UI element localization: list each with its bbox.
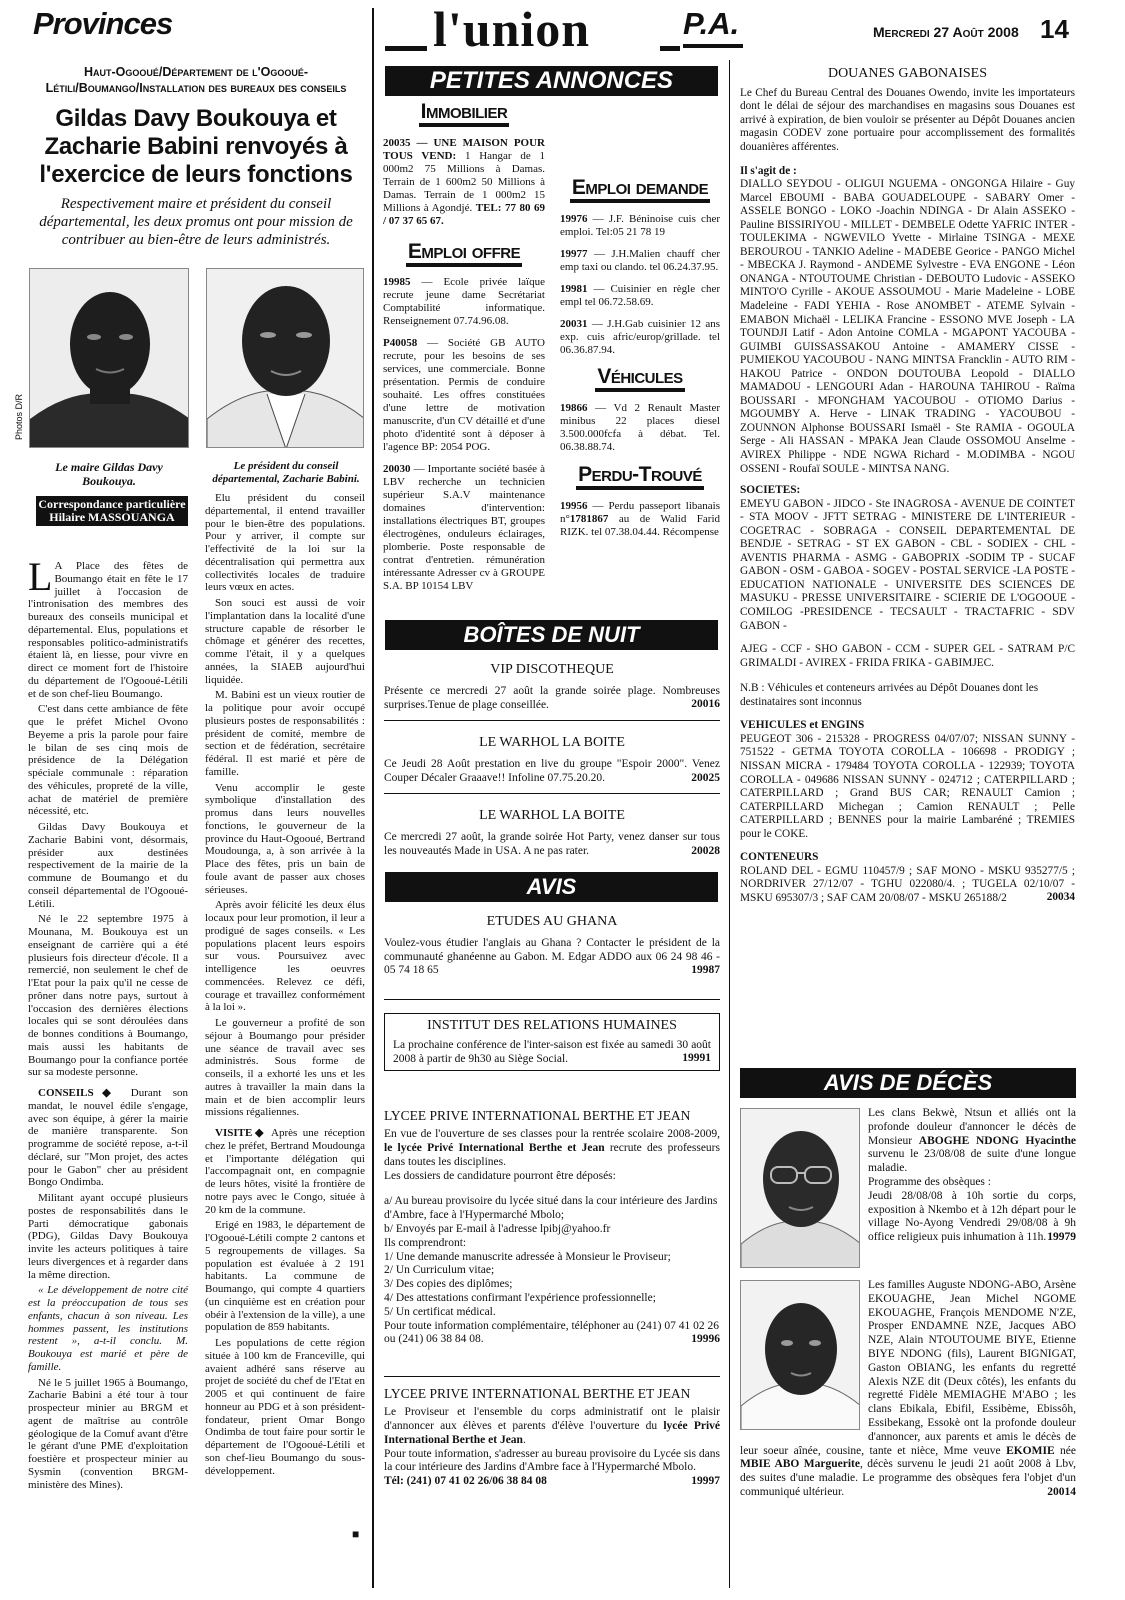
article-title: Gildas Davy Boukouya et Zacharie Babini renvoyés à l'exercice de leurs fonctions <box>39 104 353 189</box>
ad-title: INSTITUT DES RELATIONS HUMAINES <box>427 1018 677 1033</box>
ad-text: Ce Jeudi 28 Août prestation en live du groupe "Espoir 2000". Venez Couper Décaler Graaave!! Infoline 07.75.20.20. <box>384 757 720 784</box>
byline <box>36 496 188 526</box>
ad-title: ETUDES AU GHANA <box>486 914 618 929</box>
president-photo <box>206 268 364 448</box>
issue-date: Mercredi 27 Août 2008 <box>873 24 1019 40</box>
nightclub-ad <box>384 662 720 712</box>
category-immobilier: Immobilier <box>383 100 545 125</box>
article <box>28 64 364 249</box>
article-paragraph: Né le 5 juillet 1965 à Boumango, Zacharie Babini a été tour à tour prospecteur minier au BRGM et agent de maîtrise au contrôle géologique de la Comuf avant d'être le gérant d'une PME d'exploitation foestière et prospecteur minier au Sysmin (convention BRGM-ministère des Mines). <box>28 1376 188 1491</box>
byline-name: Hilaire MASSOUANGA <box>49 510 175 525</box>
article-paragraph: Né le 22 septembre 1975 à Mounana, M. Boukouya est un enseignant de carrière qui a été plusieurs fois directeur d'école. Il a remercié, non seulement le chef de l'Etat pour la paix qu'il ne cesse de prôner dans notre pays, surtout à l'occasion des dernières élections locales qui se sont déroulées dans de bonnes conditions à Boumango, mais aussi les habitants de Boumango pour la confiance portée sur sa modeste personne. <box>28 913 188 1079</box>
article-paragraph: Venu accomplir le geste symbolique d'installation des promus dans leurs nouvelles fonctions, le gouverneur de la province du Haut-Ogooué, Bertrand Moudounga, a, à son arrivée à la Place des fêtes, pris un bain de foule avant de passer aux choses sérieuses. <box>205 781 365 896</box>
avis-deces-banner: AVIS DE DÉCÈS <box>740 1068 1076 1098</box>
classified-ad: 19956 — Perdu passeport libanais n°1781867 au de Walid Farid RIZK. tel 07.38.04.44. Récompense <box>560 499 720 538</box>
ad-text: Ce mercredi 27 août, la grande soirée Hot Party, venez danser sur tous les nouveautés Made in USA. A ne pas rater. <box>384 831 720 857</box>
classified-ad: 19976 — J.F. Béninoise cuis cher emploi. Tel:05 21 78 19 <box>560 212 720 238</box>
article-paragraph: Durant son mandat, le nouvel édile s'engage, avec son équipe, à gérer la mairie de manière transparente. Son programme de société repose, a-t-il déclaré, sur "Mon projet, des actes pour le Gabon" cher au président Bongo Ondimba. <box>28 1087 189 1189</box>
classified-ad: P40058 — Société GB AUTO recrute, pour les besoins de ses services, une commerciale. Bonne présentation. Permis de conduire souhaité. Les offres constituées d'une lettre de motivation manuscrite, d'un CV détaillé et d'une photo d'identité sont à déposer à l'agence BP: 2054 POG. <box>383 337 545 453</box>
article-paragraph: Erigé en 1983, le département de l'Ogooué-Létili compte 2 cantons et 5 regroupements de villages. Sa population est évaluée à 2 191 habitants. La commune de Boumango, qui compte 4 quartiers (un cinquième est en création pour obéir à l'extension de la ville), a une population de 859 habitants. <box>205 1219 365 1334</box>
classified-ad: 19977 — J.H.Malien chauff cher emp taxi ou clando. tel 06.24.37.95. <box>560 247 720 273</box>
classified-ad: 20031 — J.H.Gab cuisinier 12 ans exp. cuis afric/europ/grillade. tel 06.36.87.94. <box>560 317 720 356</box>
douanes-notice: DOUANES GABONAISES Le Chef du Bureau Central des Douanes Owendo, invite les importateurs dont le délai de séjour des marchandises en magasins sous Douanes est arrivé à expiration, de bien vouloir se présenter au Dépôt Douanes ancien magasin CODEV zone portuaire pour accomplissement des formalités douanières afférentes. Il s'agit de : DIALLO SEYDOU - OLIGUI NGUEMA - ONGONGA Hilaire - Guy Marcel EBOUMI - BABA GOUADELOUPE - SABARY Omer - ASSELE BONGO - LOKO -Joachin NDINGA - Dr Alain ASSEKO - Pauline BISSIRIYOU - MILLET - DEMBELE Odette YAFRIC INTER - TOULEKIMA - NGWEVILO Yvette - Mirlaine TSINGA - MEXE BEROUROU - TANKIO Adeline - MADEBE Georice - PANGO Michel - MBECKA J. Raymond - ANDEME Sylvestre - EVA ENGONE - Léon ONANGA - NTOUTOUME Christian - DEBOUTO Ludovic - ASSEKO MINTO'O Cyrille - AKOUE ASSOUMOU - Marie Madeleine - LOBE Madeleine - FADI YEHIA - Rose ANOMBET - ATEME Sylvain - EMABON Michaël - LELIKA Francine - ESSONO MVE Joseph - LA TOUNDJI Latif - Adon Antoine COMLA - MGAPONT YACOUBA - GUIMBI GUISSASSAKOU Antoine - AMAMERY CISSE - PUMIEKOU YACOUBOU - NANG MINTSA Francklin - AUTO RIM - HAKOU Patrice - ONDON DOUTOUBA Leopold - DIALLO MAMADOU - LENGOURI Adan - HAROUNA TAHIROU - Raïma BOUSSARI - MFONGHAM YACOUBOU - OTIOMO Darius - MGOUMBY A. Herve - LINAK TRADING - YACOUBOU - ZOUNNON Alphonse BOUSSARI Ismaël - Ste RAMIA - OGOULA Serge - Ali HASSAN - MPAKA Jean Claude OSSOMOU Anselme - AVIREX Philippe - NDE NGWA Richard - M.ODIMBA - NGOU OSSENI - Roufaï SOULE - MINTSA NANG. SOCIETES: EMEYU GABON - JIDCO - Ste INAGROSA - AVENUE DE COINTET - STA MOOV - JFTT SETRAG - MINISTERE DE L'INTERIEUR - COGETRAC - SOBRAGA - CONSEIL DEPARTEMENTAL DE BENDJE - SETRAG - ST EX GABON - CBL - SODIEX - CHL - AVENTIS PHARMA - ASMG - GABOPRIX -SODIM TP - SUCAF GABON - OSM - GABOA - SOGEV - POSTAL SERVICE -LA POSTE - EDUCATION NATIONALE - UNIVERSITE DES SCIENCES DE MASUKU - PRESSE UNIVERSITAIRE - SCIERIE DE L'OGOOUE - COMILOG -PRESIDENCE - TECSAULT - TRACTAFRIC - SDV GABON - AJEG - CCF - SHO GABON - CCM - SUPER GEL - SATRAM P/C GRIMALDI - AVIREX - FRIDA FRIKA - GABIMJEC. N.B : Véhicules et conteneurs arrivées au Dépôt Douanes dont les destinataires sont inconnus VEHICULES et ENGINS PEUGEOT 306 - 215328 - PROGRESS 04/07/07; NISSAN SUNNY - 751522 - GETMA TOYOTA COROLLA - 106698 - PRODIGY ; NISSAN MICRA - 179484 TOYOTA COROLLA - 122939; TOYOTA COROLLA - 049686 NISSAN SUNNY - 024712 ; CATERPILLARD ; CATERPILLARD ; Grand BUS CAR; RENAULT Camion ; CATERPILLARD Michegan ; Camion RENAULT ; Pelle CATERPILLARD ; BENNES pour la mairie Lambaréné ; TREMIES pour le COKE. CONTENEURS ROLAND DEL - EGMU 110457/9 ; SAF MONO - MSKU 935277/5 ; NORDRIVER 27/12/07 - TGHU 022080/4. ; TUGELA 02/10/07 - MSKU 695307/3 ; SAF CAM 20/08/07 - MSKU 265188/2 20034 <box>740 66 1075 904</box>
ad-title: LYCEE PRIVE INTERNATIONAL BERTHE ET JEAN <box>384 1386 691 1401</box>
petites-annonces-banner: PETITES ANNONCES <box>385 66 718 96</box>
byline-label: Correspondance particulière <box>38 497 186 511</box>
article-paragraph: Gildas Davy Boukouya et Zacharie Babini vont, désormais, présider aux destinées respectivement de la mairie de la commune de Boumango et du conseil départemental de l'Ogooué-Létili. <box>28 821 188 910</box>
subhead-visite: VISITE◆ <box>215 1127 267 1139</box>
section-title: Provinces <box>33 6 173 41</box>
subhead-conseils: CONSEILS◆ <box>38 1087 120 1099</box>
article-paragraph: Le gouverneur a profité de son séjour à Boumango pour présider une séance de travail avec ses administrés. Sous forme de conseils, il a exhorté les uns et les autres à travailler la main dans la main et de bien accomplir leurs missions régaliennes. <box>205 1017 365 1119</box>
article-paragraph: C'est dans cette ambiance de fête que le préfet Michel Ovono Beyeme a pris la parole pour faire le bilan de ses cinq mois de présidence de la Délégation spéciale communale : réparation des véhicules, propreté de la ville, achat de matériel de première nécessité, etc. <box>28 703 188 818</box>
classified-ad: 19981 — Cuisinier en règle cher empl tel 06.72.58.69. <box>560 282 720 308</box>
article-paragraph: M. Babini est un vieux routier de la politique pour avoir occupé plusieurs postes de responsabilités : président de comité, membre de section et de fédération, secrétaire fédéral. Il est marié et père de famille. <box>205 689 365 778</box>
pa-col-right <box>560 176 720 548</box>
ad-title: LE WARHOL LA BOITE <box>479 808 625 824</box>
mayor-caption: Le maire Gildas Davy Boukouya. <box>55 460 163 489</box>
article-kicker: Haut-Ogooué/Département de l'Ogooué-Létili/Boumango/Installation des bureaux des conseils <box>45 65 347 96</box>
article-col1 <box>28 554 189 1494</box>
avis-banner: AVIS <box>385 872 718 902</box>
death-notice-1: Les clans Bekwè, Ntsun et alliés ont la profonde douleur d'annoncer le décès de Monsieur ABOGHE NDONG Hyacinthe survenu le 23/08/08 de suite d'une longue maladie. Programme des obsèques : Jeudi 28/08/08 à 10h sortie du corps, exposition à Nkembo et à 12h départ pour le village No-Ayong Vendredi 29/08/08 à 9h office religieux puis inhumation à 11h. 19979 <box>868 1107 1076 1244</box>
classified-ad: 20030 — Importante société basée à LBV recherche un technicien supérieur S.A.V maintenance domaines d'intervention: installations électriques BT, groupes électrogènes, onduleurs éclairages, plomberie. Poste responsable de contrat d'entretien. rémunération intéressante Adresser cv à GROUPE S.A. BP 10154 LBV <box>383 462 545 592</box>
ad-title: LE WARHOL LA BOITE <box>479 735 625 751</box>
deceased-photo-1 <box>740 1108 860 1268</box>
page-number: 14 <box>1040 14 1069 44</box>
ad-ref: 20016 <box>691 698 720 711</box>
pa-label: P.A. <box>683 6 740 41</box>
president-caption: Le président du conseil départemental, Zacharie Babini. <box>212 460 360 486</box>
ad-text: Voulez-vous étudier l'anglais au Ghana ? Contacter le président de la communauté ghanéenne au Gabon. M. Edgar ADDO aux 06 24 98 46 - 05 74 18 65 <box>384 936 720 977</box>
avis-institut <box>384 1013 720 1071</box>
article-paragraph: Militant ayant occupé plusieurs postes de responsabilités dans le Parti démocratique gabonais (PDG), Gildas Davy Boukouya invite les acteurs politiques à taire leurs divergences et à regarder dans la même direction. <box>28 1192 188 1281</box>
category-emploi-offre: Emploi offre <box>383 240 545 265</box>
mayor-photo <box>29 268 189 448</box>
ad-ref: 19987 <box>691 964 720 977</box>
ad-title: VIP DISCOTHEQUE <box>490 662 614 677</box>
ad-ref: 19997 <box>691 1474 720 1487</box>
boites-de-nuit-banner: BOÎTES DE NUIT <box>385 620 718 650</box>
avis-ghana <box>384 914 720 978</box>
nightclub-ad <box>384 808 720 858</box>
avis-lycee-ouverture: LYCEE PRIVE INTERNATIONAL BERTHE ET JEAN Le Proviseur et l'ensemble du corps administratif ont le plaisir d'annoncer aux élèves et parents d'élève l'ouverture du lycée Privé International Berthe et Jean. Pour toute information, s'adresser au bureau provisoire du Lycée sis dans la cour intérieure des Jardins d'Ambre face à l'Hypermarché Mbolo. Tél: (241) 07 41 02 26/06 38 84 08 19997 <box>384 1386 720 1488</box>
article-paragraph: Après avoir félicité les deux élus locaux pour leur promotion, il leur a prodigué de sages conseils. « Les populations placent leurs espoirs sur vous. Poursuivez avec intelligence les oeuvres commencées. Relevez ce défi, courage et travaillez conformément à la loi ». <box>205 899 365 1014</box>
article-paragraph: Elu président du conseil départemental, il entend travailler pour le bien-être des populations. Pour y arriver, il compte sur l'effectivité de la loi sur la décentralisation qui permettra aux collectivités locales de traduire leurs vœux en actes. <box>205 492 365 594</box>
ad-ref: 20025 <box>691 771 720 784</box>
pa-col-left <box>383 100 545 602</box>
category-vehicules: Véhicules <box>560 365 720 390</box>
category-emploi-demande: Emploi demande <box>560 176 720 201</box>
article-paragraph: Les populations de cette région située à 100 km de Franceville, qui avaient adhéré sans réserve au projet de société du chef de l'Etat en 2005 et qui continuent de faire honneur au PDG et à son président-fondateur, prient Omar Bongo Ondimba de tout faire pour sortir le département de l'Ogooué-Létili et son chef-lieu Boumango du sous-développement. <box>205 1337 365 1477</box>
end-mark: ■ <box>352 1527 360 1541</box>
category-perdu-trouve: Perdu-Trouvé <box>560 463 720 488</box>
classified-ad: 19866 — Vd 2 Renault Master minibus 22 places diesel 3.500.000fcfa à débat. Tel. 06.38.88.74. <box>560 402 720 454</box>
nightclub-ads <box>384 662 720 859</box>
article-paragraph: Après une réception chez le préfet, Bertrand Moudounga et l'importante délégation qui l'accompagnait ont, en compagnie de leurs hôtes, visité la frontière de notre pays avec le Congo, située à 20 km de la commune. <box>205 1127 365 1216</box>
avis-lycee-recrutement: LYCEE PRIVE INTERNATIONAL BERTHE ET JEAN En vue de l'ouverture de ses classes pour la rentrée scolaire 2008-2009, le lycée Privé International Berthe et Jean recrute des professeurs dans toutes les disciplines. Les dossiers de candidature pourront être déposés: a/ Au bureau provisoire du lycée situé dans la cour intérieure des Jardins d'Ambre, face à l'Hypermarché Mbolo; b/ Envoyés par E-mail à l'adresse lpibj@yahoo.fr Ils comprendront: 1/ Une demande manuscrite adressée à Monsieur le Proviseur; 2/ Un Curriculum vitae; 3/ Des copies des diplômes; 4/ Des attestations confirmant l'expérience professionnelle; 5/ Un certificat médical. Pour toute information complémentaire, téléphoner au (241) 07 41 02 26 ou (241) 06 38 84 08. 19996 <box>384 1108 720 1346</box>
classified-ad: 19985 — Ecole privée laïque recrute jeune dame Secrétariat Comptabilité informatique. Renseignement 07.74.96.08. <box>383 276 545 328</box>
ad-ref: 19991 <box>682 1052 711 1065</box>
photo-credit: Photos D/R <box>14 393 24 440</box>
notice-title: DOUANES GABONAISES <box>827 66 988 81</box>
article-lead: Respectivement maire et président du conseil départemental, les deux promus ont pour mission de contribuer au bien-être de leurs administrés. <box>39 196 353 249</box>
ad-text: La prochaine conférence de l'inter-saison est fixée au samedi 30 août 2008 à partir de 9h30 au Siège Social. <box>393 1038 711 1065</box>
logo-text: l'union <box>433 1 591 57</box>
article-paragraph: A Place des fêtes de Boumango était en fête le 17 juillet à l'occasion de l'intronisation des membres des bureaux des conseils municipal et départemental. Elus, populations et responsables politico-administratifs étaient là, en liesse, pour vivre en direct ce moment fort de l'histoire du département de l'Ogooué-Létili et de son chef-lieu Boumango. <box>28 560 188 700</box>
ad-ref: 20028 <box>691 844 720 857</box>
article-col2 <box>205 492 365 1480</box>
classified-ad: 20035 — UNE MAISON POUR TOUS VEND: 1 Hangar de 1 000m2 75 Millions à Damas. Terrain de 1 600m2 50 Millions à Damas. Terrain de 1 000m2 15 Millions à Agondjé. TEL: 77 80 69 / 07 37 65 67. <box>383 136 546 227</box>
ad-text: Présente ce mercredi 27 août la grande soirée plage. Nombreuses surprises.Tenue de plage conseillée. <box>384 684 720 711</box>
ad-title: LYCEE PRIVE INTERNATIONAL BERTHE ET JEAN <box>384 1108 691 1123</box>
dropcap: L <box>28 554 53 599</box>
article-paragraph: « Le développement de notre cité est la préoccupation de tous ses enfants, chacun à son niveau. Les hommes passent, les institutions restent », a-t-il conclu. M. Boukouya est marié et père de famille. <box>28 1284 188 1373</box>
nightclub-ad <box>384 735 720 785</box>
article-paragraph: Son souci est aussi de voir l'implantation dans la localité d'une structure capable de résorber le chômage et générer des recettes, comme l'était, il y a quelques années, la SIAEB aujourd'hui liquidée. <box>205 597 365 686</box>
ad-ref: 19996 <box>691 1333 720 1346</box>
death-notice-2: Les familles Auguste NDONG-ABO, Arsène EKOUAGHE, Jean Michel NGOME EKOUAGHE, François MENDOME N'ZE, Prosper ENDAMNE NZE, Jacques ABO NZE, Alain NTOUTOUME BIYE, Etienne BIYE NDONG (fils), Laurent BIGNIGAT, Gaston OBIANG, les enfants du regretté Alexis NZE dit (Deux côtés), les enfants du regretté Fidèle MEMIAGHE M'ABO ; les clans Ebikala, Ebifil, Essibème, Ebissôh, Essibekang, Essokè ont la profonde douleur d'annoncer, aux parents et amis le décès de leur soeur aînée, cousine, tante et nièce, Mme veuve EKOMIE née MBIE ABO Marguerite, décès survenu le jeudi 21 août 2008 à Lbv, des suites d'une maladie. Le programme des obsèques fera l'objet d'un communiqué ultérieur. 20014 <box>740 1279 1076 1498</box>
